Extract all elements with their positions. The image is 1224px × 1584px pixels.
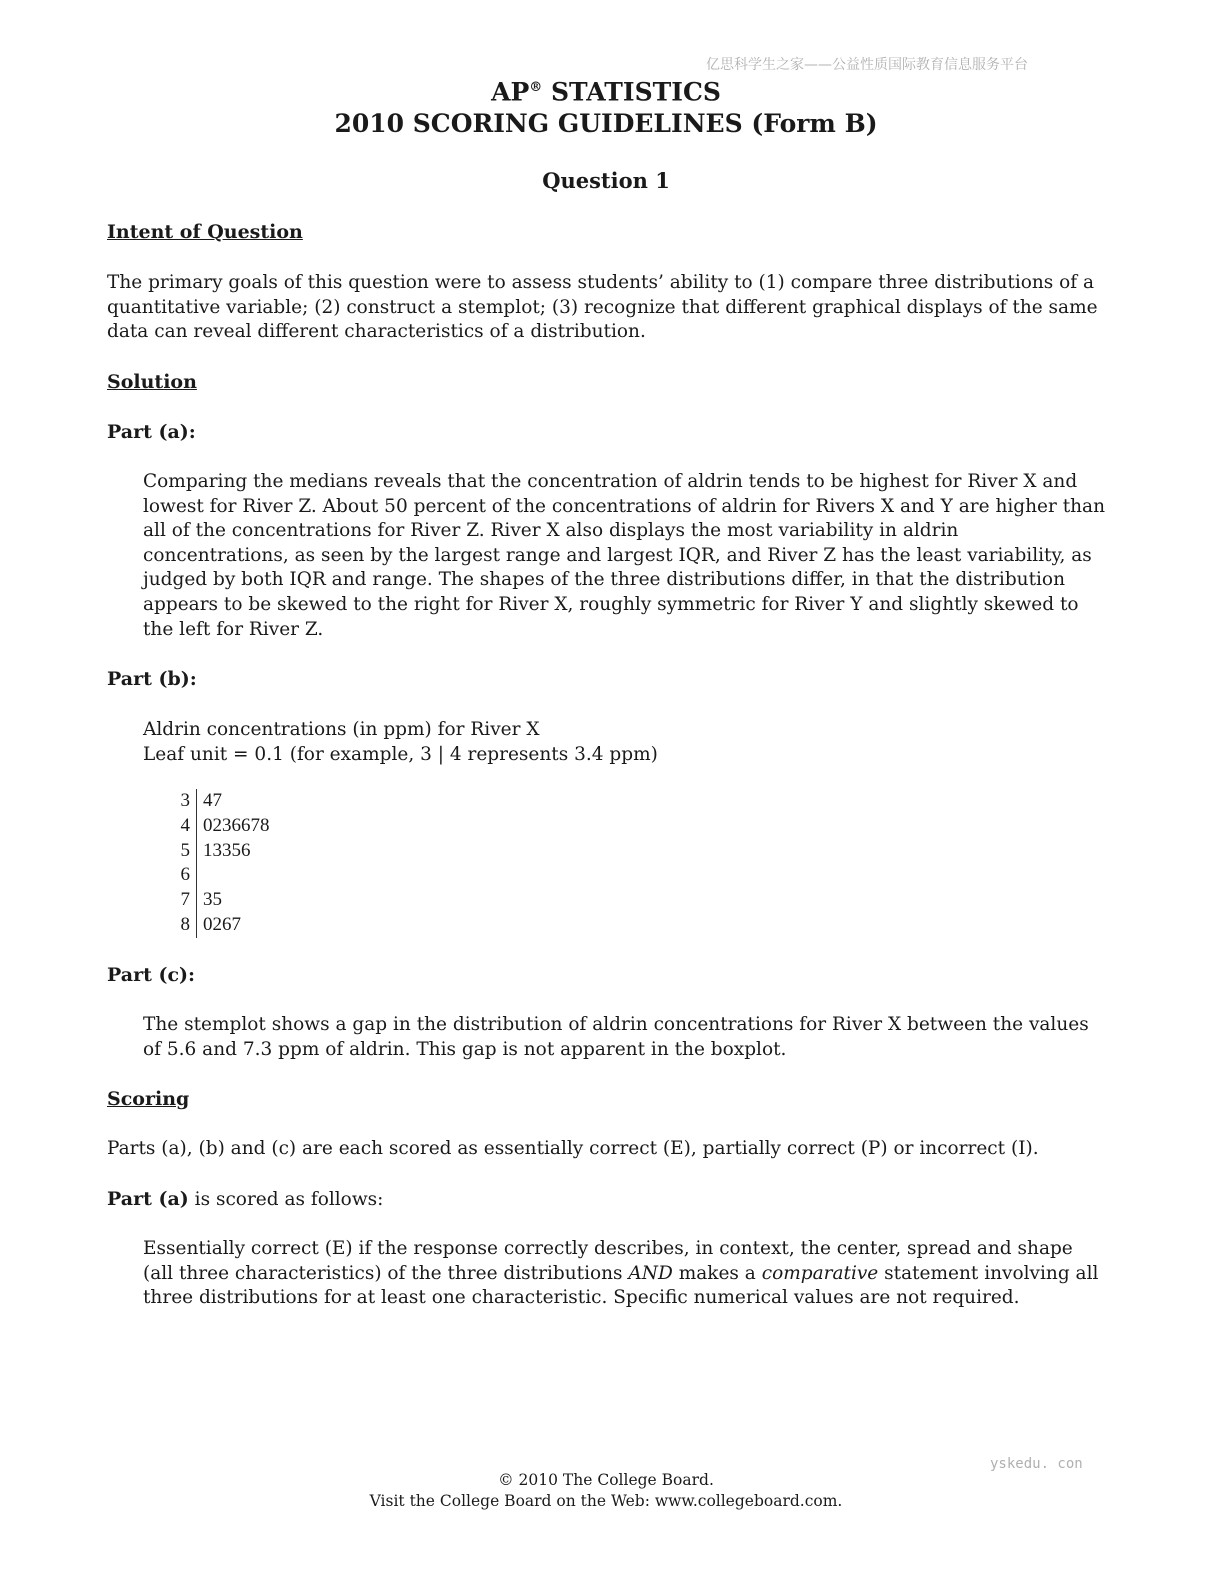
title-line-2: 2010 SCORING GUIDELINES (Form B) xyxy=(334,109,878,139)
footer xyxy=(0,1470,1212,1512)
solution-heading: Solution xyxy=(107,371,197,393)
stemplot-row xyxy=(170,863,270,888)
scoring-part-a-label: Part (a) xyxy=(107,1188,189,1210)
footer-link: Visit the College Board on the Web: www.collegeboard.com. xyxy=(369,1492,843,1510)
stem: 7 xyxy=(170,888,197,913)
stemplot xyxy=(170,789,270,938)
scoring-part-a-suffix: is scored as follows: xyxy=(188,1189,384,1210)
part-c-text-block xyxy=(107,1013,1107,1062)
stemplot-row xyxy=(170,913,270,938)
page-title xyxy=(0,72,1212,140)
part-b-line-2: Leaf unit = 0.1 (for example, 3 | 4 represents 3.4 ppm) xyxy=(143,743,658,765)
stem: 3 xyxy=(170,789,197,814)
leaves xyxy=(197,863,270,888)
scoring-part-a-line xyxy=(107,1187,1107,1213)
stemplot-row xyxy=(170,839,270,864)
essentially-correct-block xyxy=(107,1237,1107,1311)
stem: 5 xyxy=(170,839,197,864)
part-b-line-1: Aldrin concentrations (in ppm) for River X xyxy=(143,719,540,740)
scoring-heading: Scoring xyxy=(107,1088,190,1110)
e-text-2: makes a xyxy=(672,1262,762,1284)
part-c-heading-block xyxy=(107,963,1107,988)
watermark-top: 亿思科学生之家——公益性质国际教育信息服务平台 xyxy=(706,57,1028,73)
leaves: 0267 xyxy=(203,913,241,935)
stem: 6 xyxy=(170,863,197,888)
scoring-heading-block xyxy=(107,1087,1107,1112)
part-a-text: Comparing the medians reveals that the concentration of aldrin tends to be highest for River X and lowest for River Z. About 50 percent of the concentrations of aldrin for Rivers X and Y are higher than all of the concentrations for River Z. River X also displays the most variability in aldrin concentrations, as seen by the largest range and largest IQR, and River Z has the least variability, as judged by both IQR and range. The shapes of the three distributions differ, in that the distribution appears to be skewed to the right for River X, roughly symmetric for River Y and slightly skewed to the left for River Z. xyxy=(143,471,1105,640)
question-title: Question 1 xyxy=(542,168,670,193)
essentially-correct-text xyxy=(143,1237,1107,1311)
part-c-heading: Part (c): xyxy=(107,964,196,986)
scoring-part-a-block xyxy=(107,1187,1107,1213)
leaves: 47 xyxy=(203,790,222,811)
e-text-3: statement involving all three distributions for at least one characteristic. Specific numerical values are not required. xyxy=(143,1262,1099,1309)
e-and: AND xyxy=(628,1262,673,1284)
intent-text-block xyxy=(107,271,1107,345)
part-b-heading-block xyxy=(107,667,1107,692)
stem: 4 xyxy=(170,814,197,839)
leaves: 35 xyxy=(203,889,222,911)
part-a-heading-block xyxy=(107,420,1107,445)
footer-copyright: © 2010 The College Board. xyxy=(498,1471,714,1489)
title-statistics: STATISTICS xyxy=(542,77,721,107)
leaves: 13356 xyxy=(203,839,251,861)
e-text-1: Essentially correct (E) if the response correctly describes, in context, the center, spread and shape (all three characteristics) of the three distributions xyxy=(143,1238,1073,1284)
part-b-text-block xyxy=(107,718,1107,767)
title-ap: AP xyxy=(491,77,530,107)
scoring-intro-block xyxy=(107,1137,1107,1162)
stemplot-row xyxy=(170,814,270,839)
part-c-text: The stemplot shows a gap in the distribution of aldrin concentrations for River X between the values of 5.6 and 7.3 ppm of aldrin. This gap is not apparent in the boxplot. xyxy=(143,1014,1089,1060)
part-b-heading: Part (b): xyxy=(107,668,197,690)
part-a-heading: Part (a): xyxy=(107,421,196,443)
solution-heading-block xyxy=(107,370,1107,395)
e-comparative: comparative xyxy=(761,1262,879,1284)
stemplot-row xyxy=(170,888,270,913)
leaves: 0236678 xyxy=(203,814,270,836)
scoring-intro: Parts (a), (b) and (c) are each scored as essentially correct (E), partially correct (P) or incorrect (I). xyxy=(107,1138,1039,1159)
intent-section xyxy=(107,220,1107,245)
intent-text: The primary goals of this question were to assess students’ ability to (1) compare three distributions of a quantitative variable; (2) construct a stemplot; (3) recognize that different graphical displays of the same data can reveal different characteristics of a distribution. xyxy=(107,272,1098,343)
title-line-1 xyxy=(0,72,1212,108)
intent-heading: Intent of Question xyxy=(107,221,303,243)
watermark-bottom: yskedu. con xyxy=(990,1456,1083,1472)
part-a-text-block xyxy=(107,470,1107,642)
stemplot-row xyxy=(170,789,270,814)
registered-mark: ® xyxy=(529,80,543,95)
stem: 8 xyxy=(170,913,197,938)
